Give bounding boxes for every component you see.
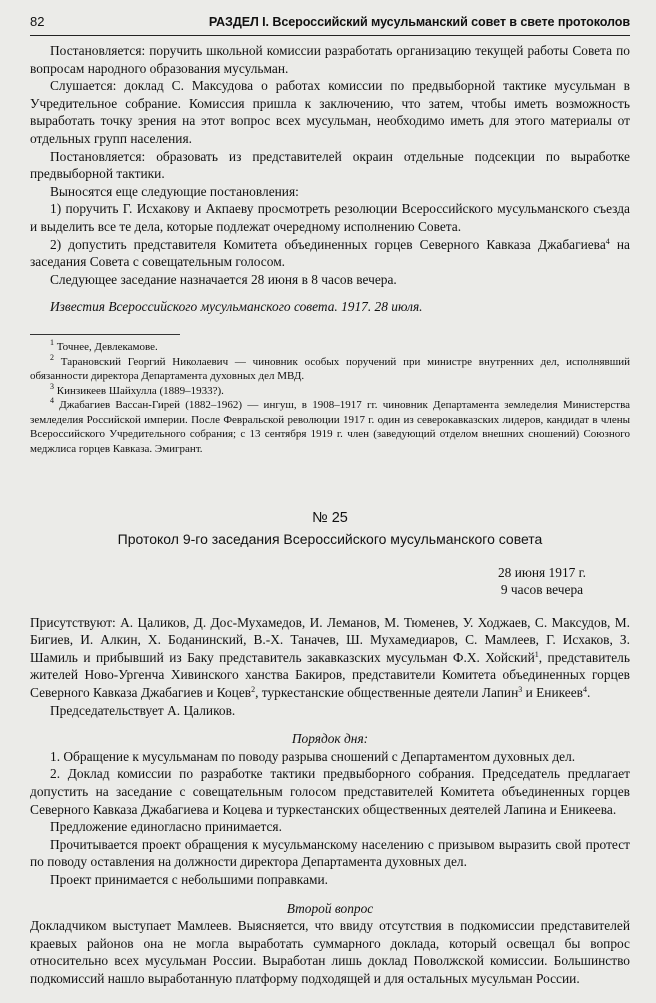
date-block [30, 564, 630, 598]
paragraph: Слушается: доклад С. Максудова о работах комиссии по предвыборной тактике мусульман в Учредительное собрание. Комиссия пришла к заключению, что затем, чтобы иметь возможность выработать точку зрения на этот вопрос всех мусульман, необходимо иметь для этого материалы от отдельных групп населения. [30, 78, 630, 146]
header-rule [30, 35, 630, 36]
footnote-divider [30, 334, 180, 335]
paragraph: Предложение единогласно принимается. [50, 819, 282, 835]
footnote-ref: 3 [518, 685, 523, 695]
footnote [30, 381, 630, 399]
paragraph: Постановляется: поручить школьной комиссии разработать организацию текущей работы Совета по вопросам народного образования мусульман. [30, 43, 630, 76]
text-run: , туркестанские общественные деятели Лапин [255, 685, 519, 701]
text-run: , представитель жителей Ново-Ургенча Хивинского ханства Бакиров, представители Комитета объединенных горцев Северного Кавказа Джабагиев и Коцев [30, 649, 630, 701]
paragraph: Прочитывается проект обращения к мусульманскому населению с призывом выразить свой протест по поводу оставления на должности директора Департамента духовных дел. [30, 836, 630, 870]
agenda-item: 2. Доклад комиссии по разработке тактики предвыборного собрания. Председатель предлагает допустить на заседание с совещательным голосом представителей Комитета объединенных горцев Северного Кавказа Джабагиева и Коцева и туркестанских общественных деятелей Лапина и Еникеева. [30, 766, 630, 817]
agenda-heading: Порядок дня: [291, 731, 369, 747]
section-title: РАЗДЕЛ I. Всероссийский мусульманский совет в свете протоколов [208, 15, 630, 29]
footnote-mark: 2 [50, 352, 54, 362]
second-question-heading: Второй вопрос [286, 900, 374, 916]
footnote-mark: 3 [50, 381, 54, 391]
attendees-paragraph [30, 614, 630, 702]
footnote-ref: 4 [605, 236, 610, 246]
paragraph: Постановляется: образовать из представителей окраин отдельные подсекции по выработке предвыборной тактики. [30, 148, 630, 182]
footnote-ref: 1 [534, 649, 539, 659]
page-number: 82 [30, 14, 45, 29]
source-citation: Известия Всероссийского мусульманского совета. 1917. 28 июля. [50, 299, 423, 315]
text-run: 2) допустить представителя Комитета объединенных горцев Северного Кавказа Джабагиева [50, 236, 606, 252]
paragraph: Проект принимается с небольшими поправками. [50, 871, 328, 887]
footnote [30, 352, 630, 384]
footnote-text: Точнее, Девлекамове. [54, 340, 158, 353]
document-time: 9 часов вечера [500, 581, 584, 597]
footnote-mark: 4 [50, 396, 54, 406]
paragraph: Выносятся еще следующие постановления: [50, 183, 299, 199]
text-run: и Еникеев [522, 685, 584, 701]
footnote-text: Тарановский Георгий Николаевич — чиновник особых поручений при министре внутренних дел, исполнявший обязанности директора Департамента духовных дел МВД. [30, 355, 630, 383]
text-run: на заседания Совета с совещательным голосом. [30, 236, 630, 270]
page-body [30, 42, 630, 988]
text-run: Присутствуют: А. Цаликов, Д. Дос-Мухамедов, И. Леманов, М. Тюменев, У. Ходжаев, С. Максудов, М. Бигиев, И. Алкин, Х. Боданинский, В.-Х. Таначев, Ш. Мухамедиаров, С. Мамлеев, Г. Исхаков, З. Шамиль и прибывший из Баку представитель закавказских мусульман Ф.Х. Хойский [30, 614, 630, 665]
footnote [30, 337, 630, 355]
paragraph: Следующее заседание назначается 28 июня в 8 часов вечера. [50, 271, 397, 287]
footnote-text: Кинзикеев Шайхулла (1889–1933?). [54, 384, 224, 397]
footnote-text: Джабагиев Вассан-Гирей (1882–1962) — ингуш, в 1908–1917 гг. чиновник Департамента земледелия Министерства земледелия Российской империи. После Февральской революции 1917 г. один из северокавказских лидеров, кандидат в члены Всероссийского Учредительного собрания; с 13 сентября 1919 г. член (заведующий отделом внешних сношений) Союзного меджлиса горцев Кавказа. Эмигрант. [30, 399, 630, 456]
footnote-mark: 1 [50, 337, 54, 347]
chair-paragraph: Председательствует А. Цаликов. [50, 702, 236, 718]
footnote-ref: 4 [583, 685, 588, 695]
footnote-ref: 2 [251, 685, 256, 695]
running-header [30, 14, 630, 29]
agenda-item: 1. Обращение к мусульманам по поводу разрыва сношений с Департаментом духовных дел. [50, 748, 576, 764]
footnote [30, 398, 630, 456]
document-title: Протокол 9-го заседания Всероссийского мусульманского совета [117, 530, 543, 547]
document-number: № 25 [312, 509, 348, 526]
text-run: . [587, 685, 591, 701]
document-date: 28 июня 1917 г. [497, 564, 587, 580]
paragraph [30, 236, 630, 271]
paragraph: Докладчиком выступает Мамлеев. Выясняется, что ввиду отсутствия в подкомиссии представителей краевых районов она не могла выработать суммарного доклада, который освещал бы вопрос относительно всех мусульман России. Выработан лишь доклад Поволжской комиссии. Большинство подкомиссий нашло выработанную платформу подходящей и для остальных мусульман России. [30, 918, 630, 986]
paragraph: 1) поручить Г. Исхакову и Акпаеву просмотреть резолюции Всероссийского мусульманского съезда и выделить все те дела, которые подлежат очередному исполнению Совета. [30, 201, 630, 234]
